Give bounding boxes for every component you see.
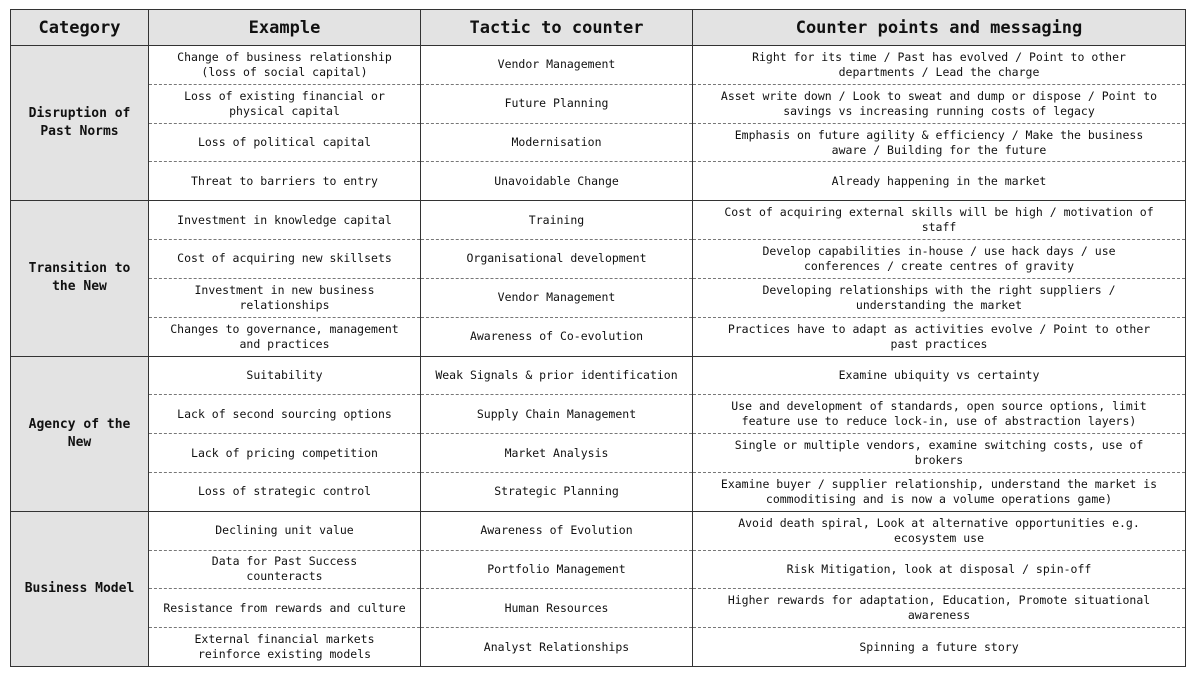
counter-points-cell: Higher rewards for adaptation, Education, Promote situational awareness xyxy=(693,589,1186,628)
category-cell: Disruption of Past Norms xyxy=(11,46,149,201)
counter-points-cell: Risk Mitigation, look at disposal / spin-off xyxy=(693,550,1186,589)
tactic-cell: Awareness of Co-evolution xyxy=(421,317,693,356)
counter-points-cell: Avoid death spiral, Look at alternative opportunities e.g. ecosystem use xyxy=(693,511,1186,550)
tactic-cell: Awareness of Evolution xyxy=(421,511,693,550)
example-cell: Declining unit value xyxy=(149,511,421,550)
counter-points-cell: Asset write down / Look to sweat and dump or dispose / Point to savings vs increasing running costs of legacy xyxy=(693,84,1186,123)
example-cell: Resistance from rewards and culture xyxy=(149,589,421,628)
table-row xyxy=(11,472,1186,511)
table-header xyxy=(11,10,1186,46)
counter-points-cell: Developing relationships with the right suppliers / understanding the market xyxy=(693,278,1186,317)
example-cell: Suitability xyxy=(149,356,421,395)
example-cell: Changes to governance, management and practices xyxy=(149,317,421,356)
category-cell: Transition to the New xyxy=(11,201,149,356)
tactic-cell: Supply Chain Management xyxy=(421,395,693,434)
counter-points-cell: Use and development of standards, open source options, limit feature use to reduce lock-in, use of abstraction layers) xyxy=(693,395,1186,434)
tactic-cell: Portfolio Management xyxy=(421,550,693,589)
table-row xyxy=(11,434,1186,473)
counter-points-cell: Right for its time / Past has evolved / Point to other departments / Lead the charge xyxy=(693,46,1186,85)
counter-points-cell: Practices have to adapt as activities evolve / Point to other past practices xyxy=(693,317,1186,356)
table-row xyxy=(11,550,1186,589)
header-tactic: Tactic to counter xyxy=(421,10,693,46)
header-example: Example xyxy=(149,10,421,46)
table-row xyxy=(11,628,1186,667)
tactic-cell: Human Resources xyxy=(421,589,693,628)
counter-points-cell: Examine buyer / supplier relationship, understand the market is commoditising and is now a volume operations game) xyxy=(693,472,1186,511)
header-row xyxy=(11,10,1186,46)
example-cell: Threat to barriers to entry xyxy=(149,162,421,201)
counter-points-cell: Cost of acquiring external skills will be high / motivation of staff xyxy=(693,201,1186,240)
counter-points-cell: Examine ubiquity vs certainty xyxy=(693,356,1186,395)
tactic-cell: Strategic Planning xyxy=(421,472,693,511)
counter-points-cell: Emphasis on future agility & efficiency / Make the business aware / Building for the future xyxy=(693,123,1186,162)
example-cell: Cost of acquiring new skillsets xyxy=(149,240,421,279)
category-cell: Agency of the New xyxy=(11,356,149,511)
table-row xyxy=(11,162,1186,201)
table-row xyxy=(11,278,1186,317)
tactic-cell: Weak Signals & prior identification xyxy=(421,356,693,395)
table-row xyxy=(11,395,1186,434)
example-cell: Loss of strategic control xyxy=(149,472,421,511)
tactic-cell: Training xyxy=(421,201,693,240)
example-cell: Lack of pricing competition xyxy=(149,434,421,473)
example-cell: Lack of second sourcing options xyxy=(149,395,421,434)
example-cell: Investment in knowledge capital xyxy=(149,201,421,240)
counter-points-cell: Single or multiple vendors, examine switching costs, use of brokers xyxy=(693,434,1186,473)
example-cell: Loss of existing financial or physical capital xyxy=(149,84,421,123)
tactic-cell: Market Analysis xyxy=(421,434,693,473)
table-row xyxy=(11,356,1186,395)
table-row xyxy=(11,589,1186,628)
category-cell: Business Model xyxy=(11,511,149,666)
header-category: Category xyxy=(11,10,149,46)
counter-points-cell: Spinning a future story xyxy=(693,628,1186,667)
header-counter-points: Counter points and messaging xyxy=(693,10,1186,46)
example-cell: Change of business relationship (loss of social capital) xyxy=(149,46,421,85)
tactic-cell: Unavoidable Change xyxy=(421,162,693,201)
example-cell: Loss of political capital xyxy=(149,123,421,162)
counter-points-cell: Develop capabilities in-house / use hack days / use conferences / create centres of gravity xyxy=(693,240,1186,279)
tactic-cell: Future Planning xyxy=(421,84,693,123)
tactic-cell: Modernisation xyxy=(421,123,693,162)
table-row xyxy=(11,511,1186,550)
table-row xyxy=(11,46,1186,85)
counter-points-cell: Already happening in the market xyxy=(693,162,1186,201)
tactic-cell: Analyst Relationships xyxy=(421,628,693,667)
example-cell: Data for Past Success counteracts xyxy=(149,550,421,589)
example-cell: Investment in new business relationships xyxy=(149,278,421,317)
tactic-cell: Organisational development xyxy=(421,240,693,279)
table-row xyxy=(11,240,1186,279)
table-body xyxy=(11,46,1186,667)
tactic-cell: Vendor Management xyxy=(421,46,693,85)
example-cell: External financial markets reinforce existing models xyxy=(149,628,421,667)
table-row xyxy=(11,317,1186,356)
table-row xyxy=(11,201,1186,240)
tactic-cell: Vendor Management xyxy=(421,278,693,317)
counter-tactics-table xyxy=(10,9,1186,667)
table-row xyxy=(11,123,1186,162)
table-row xyxy=(11,84,1186,123)
